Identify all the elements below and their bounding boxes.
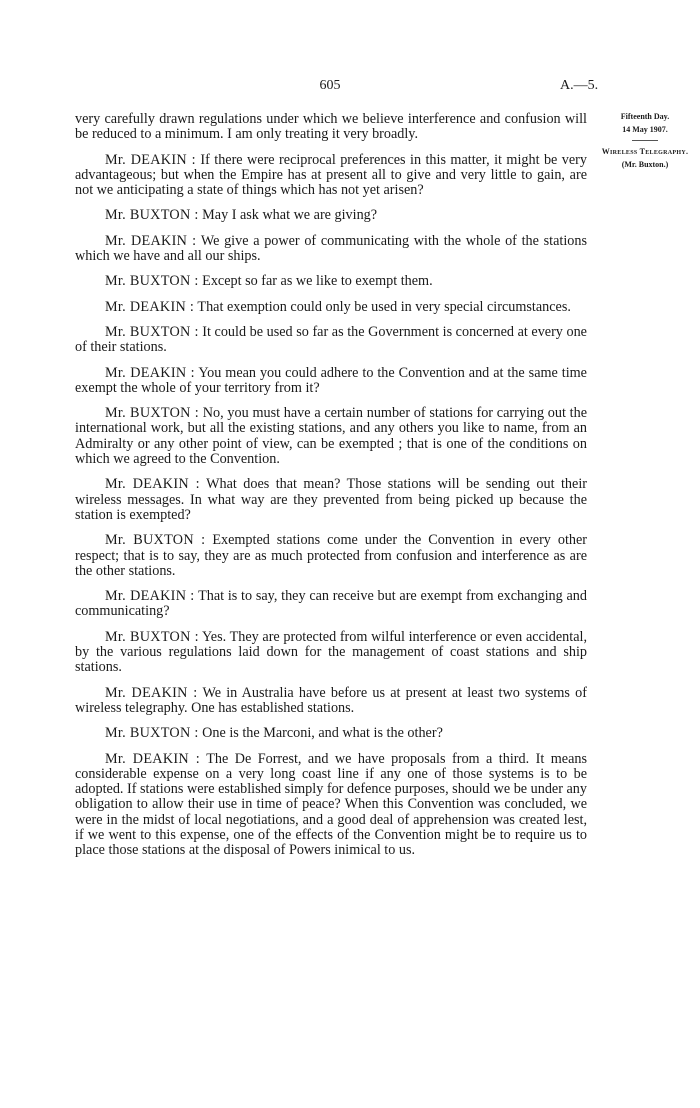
paragraph: [75, 630, 587, 676]
paragraph: [75, 752, 587, 859]
paragraph: [75, 208, 587, 223]
document-reference: A.—5.: [560, 78, 599, 93]
speaker-label: Mr. DEAKIN :: [105, 151, 196, 168]
margin-note: [600, 110, 690, 171]
speaker-label: Mr. DEAKIN :: [105, 588, 195, 605]
paragraph-text: What does that mean? Those stations will be sending out their wireless messages. In what way are they prevented from being picked up because the station is exempted?: [75, 476, 587, 523]
paragraph: [75, 234, 587, 265]
paragraph-text: That is to say, they can receive but are exempt from exchanging and communicating?: [75, 588, 587, 620]
speaker-label: Mr. DEAKIN :: [105, 684, 198, 701]
paragraph-text: Exempted stations come under the Convention in every other respect; that is to say, they are as much protected from confusion and interference as are the other stations.: [75, 532, 587, 579]
page-number: 605: [319, 78, 341, 93]
paragraph-text: Except so far as we like to exempt them.: [202, 273, 433, 290]
speaker-label: Mr. DEAKIN :: [105, 232, 197, 249]
paragraph: [75, 589, 587, 620]
paragraph-continuation: [75, 112, 587, 143]
paragraph: [75, 477, 587, 523]
paragraph: [75, 533, 587, 579]
paragraph-text: No, you must have a certain number of stations for carrying out the international work, but all the existing stations, and any others you like to name, from an Admiralty or any other point of view, can be exempted ; that is one of the conditions on which we agreed to the Convention.: [75, 405, 588, 468]
paragraph: [75, 366, 587, 397]
paragraph-text: We give a power of communicating with the whole of the stations which we have and all our ships.: [75, 232, 587, 265]
paragraph-text: The De Forrest, and we have proposals from a third. It means considerable expense on a very long coast line if any one of those systems is to be adopted. If stations were established simply for defence purposes, should we be under any obligation to allow their use in time of peace? When this Convention was concluded, we were in the midst of local negotiations, and a good deal of apprehension was created lest, if we went to this expense, one of the effects of the Convention might be to require us to place those stations at the disposal of Powers inimical to us.: [75, 750, 587, 859]
paragraph: [75, 153, 587, 199]
speaker-label: Mr. BUXTON :: [105, 405, 200, 422]
paragraph: [75, 300, 587, 315]
speaker-label: Mr. BUXTON :: [105, 725, 199, 742]
paragraph-text: We in Australia have before us at present at least two systems of wireless telegraphy. One has established stations.: [75, 684, 587, 716]
speaker-label: Mr. DEAKIN :: [105, 476, 200, 493]
margin-note-day: Fifteenth Day.: [620, 112, 670, 121]
paragraph-text: Yes. They are protected from wilful interference or even accidental, by the various regulations laid down for the management of coast stations and ship stations.: [75, 628, 587, 676]
paragraph-text: May I ask what we are giving?: [202, 207, 378, 224]
paragraph: [75, 726, 587, 741]
speaker-label: Mr. DEAKIN :: [105, 298, 195, 315]
speaker-label: Mr. DEAKIN :: [105, 750, 200, 767]
paragraph: [75, 325, 587, 356]
paragraph-text: It could be used so far as the Government is concerned at every one of their stations.: [75, 323, 587, 356]
paragraph-text: One is the Marconi, and what is the other?: [202, 725, 443, 742]
speaker-label: Mr. DEAKIN :: [105, 364, 195, 381]
paragraph: [75, 274, 587, 289]
paragraph-text: If there were reciprocal preferences in this matter, it might be very advantageous; but when the Empire has at present all to give and very little to gain, are not we anticipating a state of things which has not yet arisen?: [75, 151, 587, 199]
transcript-body: [75, 112, 587, 869]
paragraph-text: That exemption could only be used in very special circumstances.: [197, 298, 571, 315]
paragraph: [75, 686, 587, 717]
paragraph: [75, 406, 587, 467]
paragraph-text: You mean you could adhere to the Convention and at the same time exempt the whole of your territory from it?: [75, 364, 587, 396]
margin-note-speaker: (Mr. Buxton.): [621, 160, 669, 169]
speaker-label: Mr. BUXTON :: [105, 628, 199, 645]
speaker-label: Mr. BUXTON :: [105, 532, 206, 549]
speaker-label: Mr. BUXTON :: [105, 273, 199, 290]
speaker-label: Mr. BUXTON :: [105, 323, 199, 340]
speaker-label: Mr. BUXTON :: [105, 207, 199, 224]
margin-note-divider: [632, 140, 658, 141]
margin-note-topic: Wireless Telegraphy.: [601, 147, 689, 156]
margin-note-date: 14 May 1907.: [622, 125, 668, 134]
paragraph-text: very carefully drawn regulations under which we believe interference and confusion will be reduced to a minimum. I am only treating it very broadly.: [75, 111, 587, 143]
